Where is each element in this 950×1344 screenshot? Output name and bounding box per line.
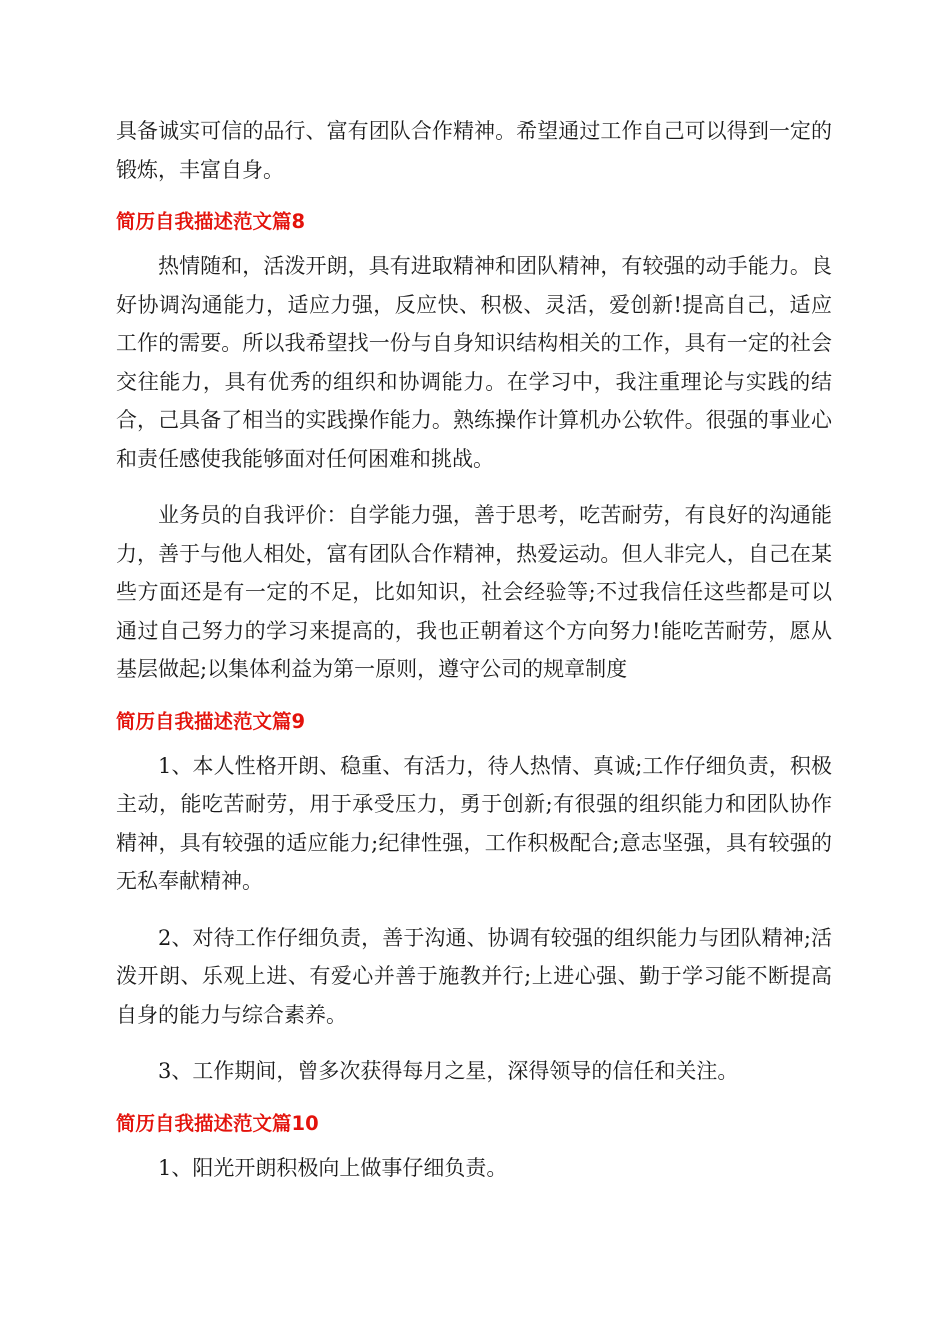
- section-8-paragraph-1: 热情随和，活泼开朗，具有进取精神和团队精神，有较强的动手能力。良好协调沟通能力，适应力强，反应快、积极、灵活，爱创新!提高自己，适应工作的需要。所以我希望找一份与自身知识结构相关的工作，具有一定的社会交往能力，具有优秀的组织和协调能力。在学习中，我注重理论与实践的结合，己具备了相当的实践操作能力。熟练操作计算机办公软件。很强的事业心和责任感使我能够面对任何困难和挑战。: [116, 254, 832, 471]
- section-10-paragraph-1: 1、阳光开朗积极向上做事仔细负责。: [158, 1155, 508, 1180]
- section-heading-9: 简历自我描述范文篇9: [116, 709, 306, 733]
- section-8-paragraph-2: 业务员的自我评价：自学能力强，善于思考，吃苦耐劳，有良好的沟通能力，善于与他人相处，富有团队合作精神，热爱运动。但人非完人，自己在某些方面还是有一定的不足，比如知识，社会经验等;不过我信任这些都是可以通过自己努力的学习来提高的，我也正朝着这个方向努力!能吃苦耐劳，愿从基层做起;以集体利益为第一原则，遵守公司的规章制度: [116, 503, 832, 681]
- section-9-paragraph-3: 3、工作期间，曾多次获得每月之星，深得领导的信任和关注。: [158, 1059, 739, 1083]
- document-body: [116, 112, 832, 1187]
- section-heading-10: 简历自我描述范文篇10: [116, 1111, 319, 1135]
- section-9-paragraph-2: 2、对待工作仔细负责，善于沟通、协调有较强的组织能力与团队精神;活泼开朗、乐观上进、有爱心并善于施教并行;上进心强、勤于学习能不断提高自身的能力与综合素养。: [116, 925, 832, 1027]
- intro-paragraph: 具备诚实可信的品行、富有团队合作精神。希望通过工作自己可以得到一定的锻炼，丰富自身。: [116, 119, 832, 182]
- section-9-paragraph-1: 1、本人性格开朗、稳重、有活力，待人热情、真诚;工作仔细负责，积极主动，能吃苦耐劳，用于承受压力，勇于创新;有很强的组织能力和团队协作精神，具有较强的适应能力;纪律性强，工作积极配合;意志坚强，具有较强的无私奉献精神。: [116, 753, 832, 893]
- section-heading-8: 简历自我描述范文篇8: [116, 210, 306, 233]
